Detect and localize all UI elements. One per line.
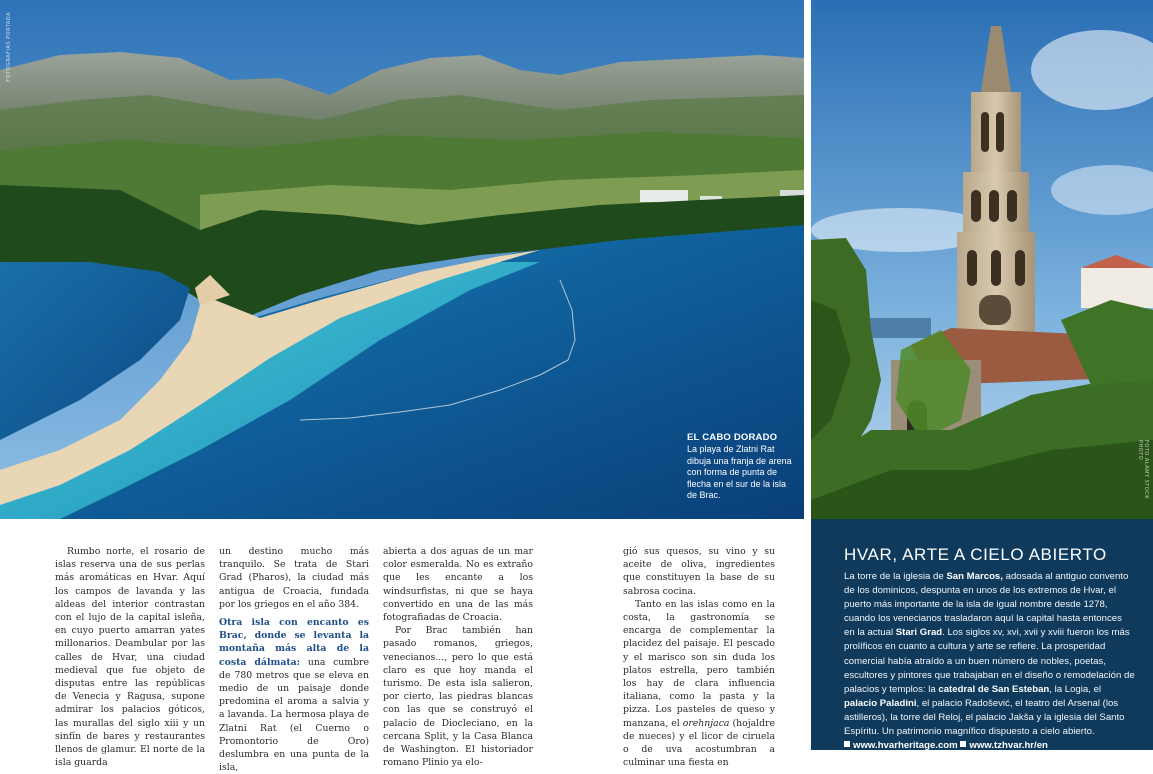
sidebar-links — [844, 739, 1135, 753]
paragraph-text: Tanto en las islas como en la costa, la gastronomía se encarga de complementar la placidez del paisaje. El pescado y el marisco son sin duda los platos estrella, pero también los hay de clara influencia italiana, como la pasta y la pizza. Los pasteles de queso y manzana, el — [623, 598, 775, 729]
photo-credit: FOTO ALAMY STOCK PHOTO — [1137, 440, 1149, 500]
article-paragraph: un destino mucho más tranquilo. Se trata de Stari Grad (Pharos), la ciudad más antigua de Croacia, fundada por los griegos en el año 384. — [219, 546, 369, 610]
article-column-1 — [55, 545, 205, 769]
paragraph-text: (hojaldre de nueces) y el licor de ciruela o de uva acostumbran a culminar una fiesta en — [623, 717, 775, 769]
article-column-4 — [623, 545, 775, 769]
sidebar-text: . Los siglos xv, xvi, xvii y xviii fueron los más prolíficos en cuanto a cultura y arte se refiere. La prosperidad comercial había atraído a un buen número de nobles, poetas, escultores y pintores que trabajaban en el diseño o remodelación de palacios y templos: la — [844, 627, 1135, 695]
article-paragraph — [623, 598, 775, 770]
italic-term: orehnjaca — [682, 717, 730, 729]
article-paragraph: Rumbo norte, el rosario de islas reserva una de sus perlas más aromáticas en Hvar. Aquí los campos de lavanda y las aldeas del interior contrastan con el lujo de la capital isleña, en cuyo puerto amarran yates millonarios. Deambular por las calles de Hvar, una ciudad medieval que fue objeto de disputas entre las repúblicas de Venecia y Ragusa, supone admirar los palacios góticos, las murallas del siglo xiii y un sinfín de bares y restaurantes llenos de glamur. El norte de la isla guarda — [55, 546, 205, 769]
sidebar-text: , la Logia, el — [1049, 683, 1102, 695]
photo-caption — [687, 432, 797, 502]
zlatni-rat-beach-illustration — [0, 0, 804, 519]
beach-photo — [0, 0, 804, 519]
sidebar-bold: San Marcos, — [946, 571, 1003, 582]
sidebar-title: HVAR, ARTE A CIELO ABIERTO — [844, 545, 1107, 564]
article-paragraph: gió sus quesos, su vino y su aceite de oliva, ingredientes que constituyen la base de su sabrosa cocina. — [623, 546, 775, 597]
link-hvarheritage[interactable]: www.hvarheritage.com — [853, 740, 958, 752]
article-paragraph: abierta a dos aguas de un mar color esmeralda. No es extraño que les encante a los windsurfistas, ni que se haya convertido en una de las más fotografiadas de Croacia. — [383, 546, 533, 624]
sidebar-text: La torre de la iglesia de — [844, 571, 947, 582]
link-tzhvar[interactable]: www.tzhvar.hr/en — [969, 740, 1048, 752]
highlight-text: Otra isla con encanto es Brac, donde se levanta la montaña más alta de la costa dálmata: — [219, 617, 369, 668]
san-marcos-tower-illustration — [811, 0, 1153, 519]
photo-credit: FOTOGRAFIAS PORTADA — [6, 12, 12, 82]
sidebar-bold: catedral de San Esteban — [938, 683, 1050, 695]
sidebar-bold: Stari Grad — [895, 627, 943, 639]
article-paragraph: Por Brac también han pasado romanos, griegos, venecianos..., pero lo que está claro es que hoy manda el turismo. De esta isla salieron, por cierto, las piedras blancas con las que se construyó el palacio de Diocleciano, en la cercana Split, y la Casa Blanca de Washington. El historiador romano Plinio ya elo- — [383, 625, 533, 769]
sidebar-box — [811, 519, 1153, 750]
caption-body: La playa de Zlatni Rat dibuja una franja de arena con forma de punta de flecha en el sur de la isla de Brac. — [687, 444, 792, 501]
sidebar-text: adosada al antiguo convento de los dominicos, despunta en unos de los extremos de Hvar, el puerto más importante de la isla de igual nombre desde 1278, cuando los venecianos trasladaron aquí la capital hasta entonces en la actual — [844, 571, 1129, 639]
square-bullet-icon — [844, 741, 850, 747]
paragraph-text: una cumbre de 780 metros que se eleva en medio de un paisaje donde predomina el aroma a salvia y a lavanda. La hermosa playa de Zlatni Rat (el Cuerno o Promontorio de Oro) deslumbra en una punta de la isla, — [219, 656, 369, 774]
sidebar-bold: palacio Paladini — [844, 697, 917, 709]
article-paragraph — [219, 616, 369, 774]
square-bullet-icon — [960, 741, 966, 747]
article-column-3 — [383, 545, 533, 769]
sidebar-body — [844, 570, 1135, 739]
article-column-2 — [219, 545, 369, 774]
caption-title: EL CABO DORADO — [687, 432, 778, 443]
sidebar-text: , el palacio Radošević, el teatro del Arsenal (los astilleros), la torre del Reloj, el palacio Jakša y la iglesia del Santo Espíritu. Un patrimonio magnífico dispuesto a cielo abierto. — [844, 697, 1125, 738]
tower-photo — [811, 0, 1153, 519]
